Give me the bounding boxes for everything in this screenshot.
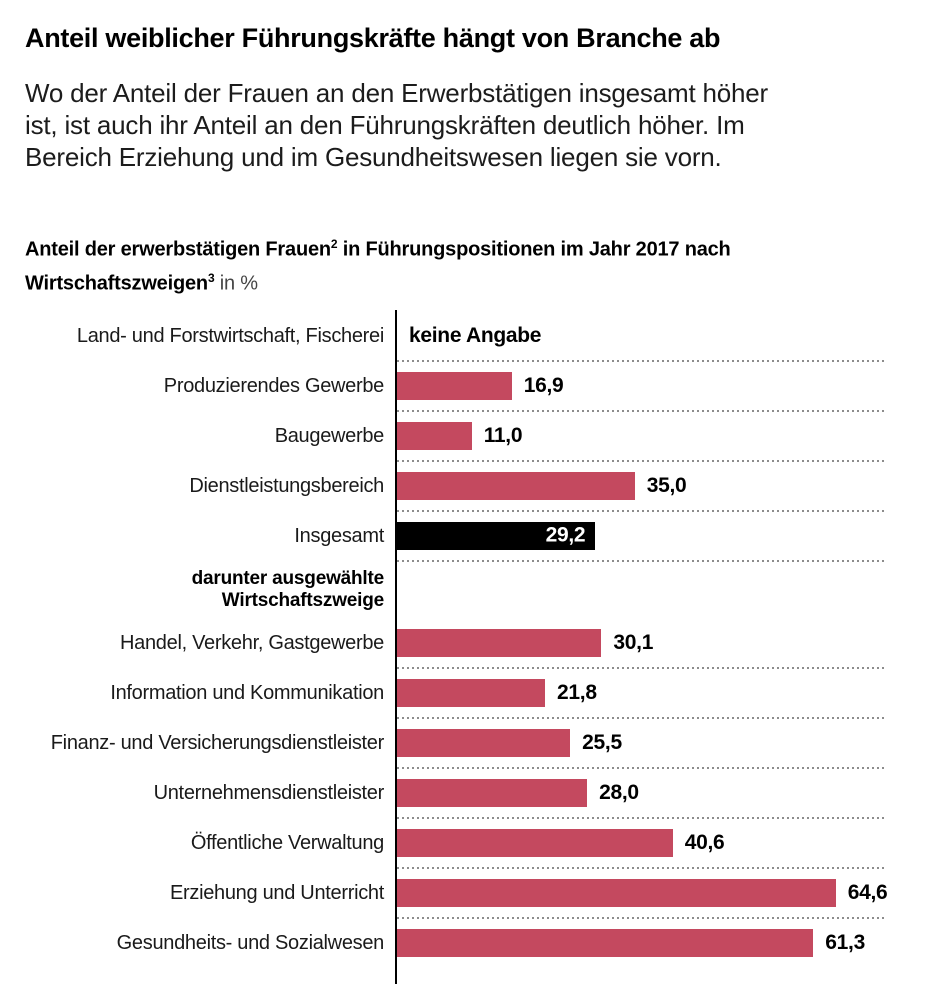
bar	[397, 522, 595, 550]
section-subheader	[25, 561, 888, 618]
bar-area	[395, 561, 888, 618]
category-label: Öffentliche Verwaltung	[190, 832, 384, 855]
chart-unit-label: in %	[214, 272, 258, 295]
chart-row	[25, 868, 888, 918]
bar	[397, 372, 512, 400]
chart-heading	[25, 230, 910, 297]
subtitle-line: Wo der Anteil der Frauen an den Erwerbstätigen insgesamt höher	[25, 78, 768, 108]
axis-tail	[25, 968, 888, 984]
category-label: Baugewerbe	[274, 425, 384, 448]
footnote-marker-2: 2	[330, 237, 338, 251]
bar-area	[395, 618, 888, 668]
page-subtitle	[25, 77, 910, 173]
category-label: Produzierendes Gewerbe	[163, 375, 384, 398]
chart-rows	[25, 310, 888, 968]
category-label: Insgesamt	[294, 525, 384, 548]
bar-area	[395, 718, 888, 768]
category-label: darunter ausgewählte Wirtschaftszweige	[191, 567, 384, 611]
bar-area	[395, 461, 888, 511]
bar-area	[395, 818, 888, 868]
value-label: 16,9	[523, 374, 564, 398]
bar	[397, 879, 836, 907]
value-label: 35,0	[646, 474, 687, 498]
chart-row	[25, 918, 888, 968]
chart-heading-line1: Anteil der erwerbstätigen Frauen$^2$ in Führungspositionen im Jahr 2017 nach	[25, 237, 731, 261]
chart-row	[25, 361, 888, 411]
bar	[397, 629, 601, 657]
footnote-marker-3: 3	[207, 270, 215, 285]
bar-area	[395, 411, 888, 461]
bar-area	[395, 868, 888, 918]
value-label: 11,0	[483, 424, 523, 448]
category-label: Gesundheits- und Sozialwesen	[116, 932, 384, 955]
value-label: 40,6	[684, 831, 725, 855]
chart-row	[25, 768, 888, 818]
no-data-label: keine Angabe	[409, 323, 542, 347]
bar	[397, 829, 673, 857]
page-title: Anteil weiblicher Führungskräfte hängt von Branche ab	[25, 23, 721, 53]
category-label: Handel, Verkehr, Gastgewerbe	[120, 632, 384, 655]
bar-area	[395, 918, 888, 968]
value-label: 28,0	[599, 781, 639, 805]
bar	[397, 779, 587, 807]
bar-area	[395, 310, 888, 361]
chart-row	[25, 718, 888, 768]
chart-row	[25, 618, 888, 668]
bar-area	[395, 668, 888, 718]
chart-row	[25, 511, 888, 561]
category-label: Land- und Forstwirtschaft, Fischerei	[76, 324, 384, 347]
bar	[397, 679, 545, 707]
bar	[397, 422, 472, 450]
category-label: Erziehung und Unterricht	[169, 882, 384, 905]
chart-row	[25, 411, 888, 461]
chart-row	[25, 818, 888, 868]
bar-chart	[25, 310, 888, 984]
bar-area	[395, 768, 888, 818]
subtitle-line: Bereich Erziehung und im Gesundheitswesen liegen sie vorn.	[25, 142, 722, 172]
chart-row	[25, 310, 888, 361]
bar	[397, 472, 635, 500]
subtitle-line: ist, ist auch ihr Anteil an den Führungskräften deutlich höher. Im	[25, 110, 745, 140]
bar-area	[395, 511, 888, 561]
value-label: 25,5	[582, 731, 622, 755]
value-label: 29,2	[545, 523, 586, 547]
chart-heading-line2: Wirtschaftszweigen$^3$ in %	[25, 270, 258, 295]
chart-row	[25, 668, 888, 718]
chart-row	[25, 461, 888, 511]
value-label: 30,1	[613, 631, 654, 655]
category-label: Dienstleistungsbereich	[189, 475, 384, 498]
category-label: Unternehmensdienstleister	[153, 782, 384, 805]
bar	[397, 929, 813, 957]
value-label: 64,6	[847, 881, 888, 905]
value-label: 21,8	[557, 681, 597, 705]
bar-area	[395, 361, 888, 411]
value-label: 61,3	[825, 931, 865, 955]
category-label: Finanz- und Versicherungsdienstleister	[50, 732, 384, 755]
bar	[397, 729, 570, 757]
category-label: Information und Kommunikation	[110, 682, 384, 705]
axis-line	[395, 968, 888, 984]
